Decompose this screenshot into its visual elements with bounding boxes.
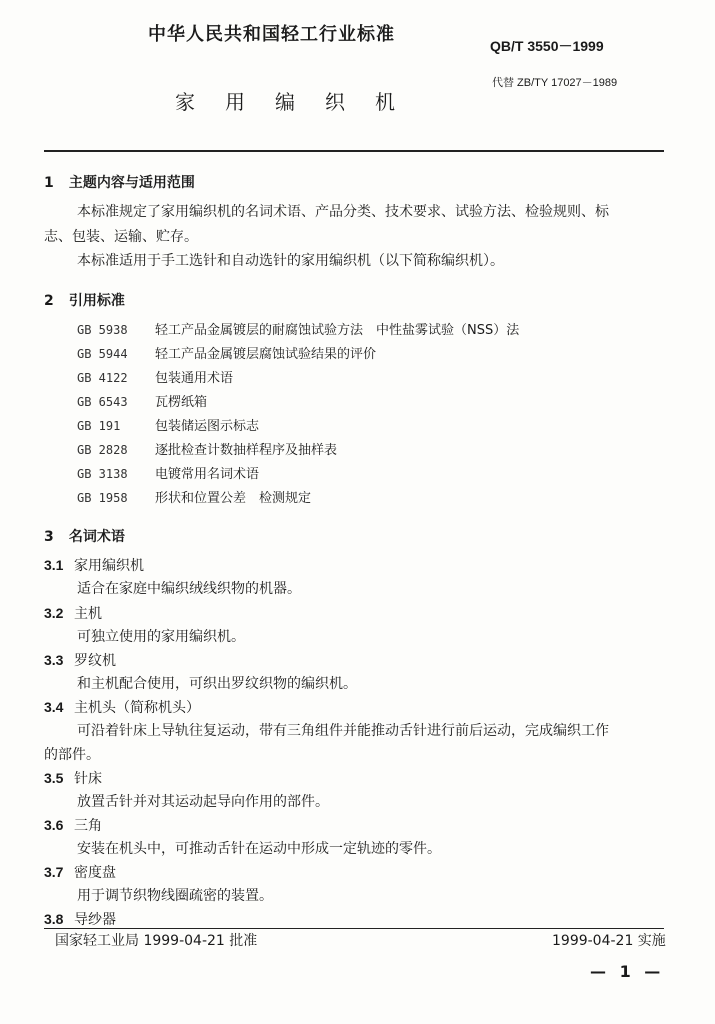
reference-title: 瓦楞纸箱	[155, 395, 208, 410]
section-number: 2	[44, 293, 54, 309]
reference-item	[77, 319, 519, 338]
term-definition: 放置舌针并对其运动起导向作用的部件。	[77, 794, 329, 810]
reference-code: GB 2828	[77, 443, 128, 457]
term-number: 3.4	[44, 699, 64, 715]
term-name: 罗纹机	[74, 653, 116, 669]
header-rule	[44, 150, 664, 152]
document-title: 家用编织机	[175, 90, 425, 114]
reference-code: GB 191	[77, 419, 121, 433]
section-number: 3	[44, 529, 54, 545]
section-1-heading	[44, 172, 195, 192]
section-1-para-1-line-1: 本标准规定了家用编织机的名词术语、产品分类、技术要求、试验方法、检验规则、标	[77, 204, 609, 220]
term-name: 家用编织机	[74, 558, 144, 574]
term-heading	[44, 768, 102, 788]
reference-item	[77, 367, 233, 386]
term-definition-continued: 的部件。	[44, 747, 100, 763]
term-number: 3.3	[44, 652, 64, 668]
reference-item	[77, 391, 207, 410]
implementation-date: 1999-04-21 实施	[552, 933, 666, 949]
term-name: 针床	[74, 771, 102, 787]
reference-item	[77, 415, 259, 434]
reference-title: 包装储运图示标志	[155, 419, 260, 434]
section-title: 主题内容与适用范围	[68, 175, 195, 191]
term-definition: 安装在机头中，可推动舌针在运动中形成一定轨迹的零件。	[77, 841, 441, 857]
footer-rule	[44, 928, 664, 929]
reference-title: 电镀常用名词术语	[155, 467, 260, 482]
reference-title: 形状和位置公差 检测规定	[155, 491, 312, 506]
section-title: 引用标准	[68, 293, 125, 309]
term-number: 3.1	[44, 557, 64, 573]
reference-code: GB 3138	[77, 467, 128, 481]
reference-title: 轻工产品金属镀层的耐腐蚀试验方法 中性盐雾试验（NSS）法	[155, 323, 520, 338]
term-number: 3.8	[44, 911, 64, 927]
term-definition: 可独立使用的家用编织机。	[77, 629, 245, 645]
reference-code: GB 4122	[77, 371, 128, 385]
reference-title: 轻工产品金属镀层腐蚀试验结果的评价	[155, 347, 377, 362]
section-1-para-2: 本标准适用于手工选针和自动选针的家用编织机（以下简称编织机）。	[77, 253, 504, 269]
term-heading	[44, 697, 200, 717]
reference-code: GB 1958	[77, 491, 128, 505]
term-definition: 和主机配合使用，可织出罗纹织物的编织机。	[77, 676, 357, 692]
standard-number: QB/T 3550－1999	[490, 38, 604, 54]
term-heading	[44, 909, 116, 929]
section-title: 名词术语	[68, 529, 125, 545]
reference-item	[77, 439, 337, 458]
approval-note: 国家轻工业局 1999-04-21 批准	[55, 933, 258, 949]
term-name: 密度盘	[74, 865, 116, 881]
term-heading	[44, 815, 102, 835]
standard-category-title: 中华人民共和国轻工行业标准	[148, 24, 395, 45]
term-name: 导纱器	[74, 912, 116, 928]
term-number: 3.7	[44, 864, 64, 880]
reference-title: 逐批检查计数抽样程序及抽样表	[155, 443, 338, 458]
term-name: 主机头（简称机头）	[74, 700, 200, 716]
reference-title: 包装通用术语	[155, 371, 234, 386]
term-heading	[44, 650, 116, 670]
section-1-para-1-line-2: 志、包装、运输、贮存。	[44, 229, 198, 245]
section-2-heading	[44, 290, 125, 310]
term-heading	[44, 862, 116, 882]
reference-item	[77, 343, 376, 362]
reference-code: GB 5944	[77, 347, 128, 361]
reference-item	[77, 463, 259, 482]
reference-item	[77, 487, 311, 506]
term-number: 3.2	[44, 605, 64, 621]
term-definition: 用于调节织物线圈疏密的装置。	[77, 888, 273, 904]
term-heading	[44, 555, 144, 575]
term-name: 三角	[74, 818, 102, 834]
term-number: 3.6	[44, 817, 64, 833]
section-number: 1	[44, 175, 54, 191]
term-definition: 适合在家庭中编织绒线织物的机器。	[77, 581, 301, 597]
replaces-standard: 代替 ZB/TY 17027－1989	[492, 77, 618, 89]
page-number: — 1 —	[590, 962, 665, 981]
term-name: 主机	[74, 606, 102, 622]
reference-code: GB 6543	[77, 395, 128, 409]
term-number: 3.5	[44, 770, 64, 786]
reference-code: GB 5938	[77, 323, 128, 337]
term-definition: 可沿着针床上导轨往复运动，带有三角组件并能推动舌针进行前后运动，完成编织工作	[77, 723, 609, 739]
term-heading	[44, 603, 102, 623]
section-3-heading	[44, 526, 125, 546]
